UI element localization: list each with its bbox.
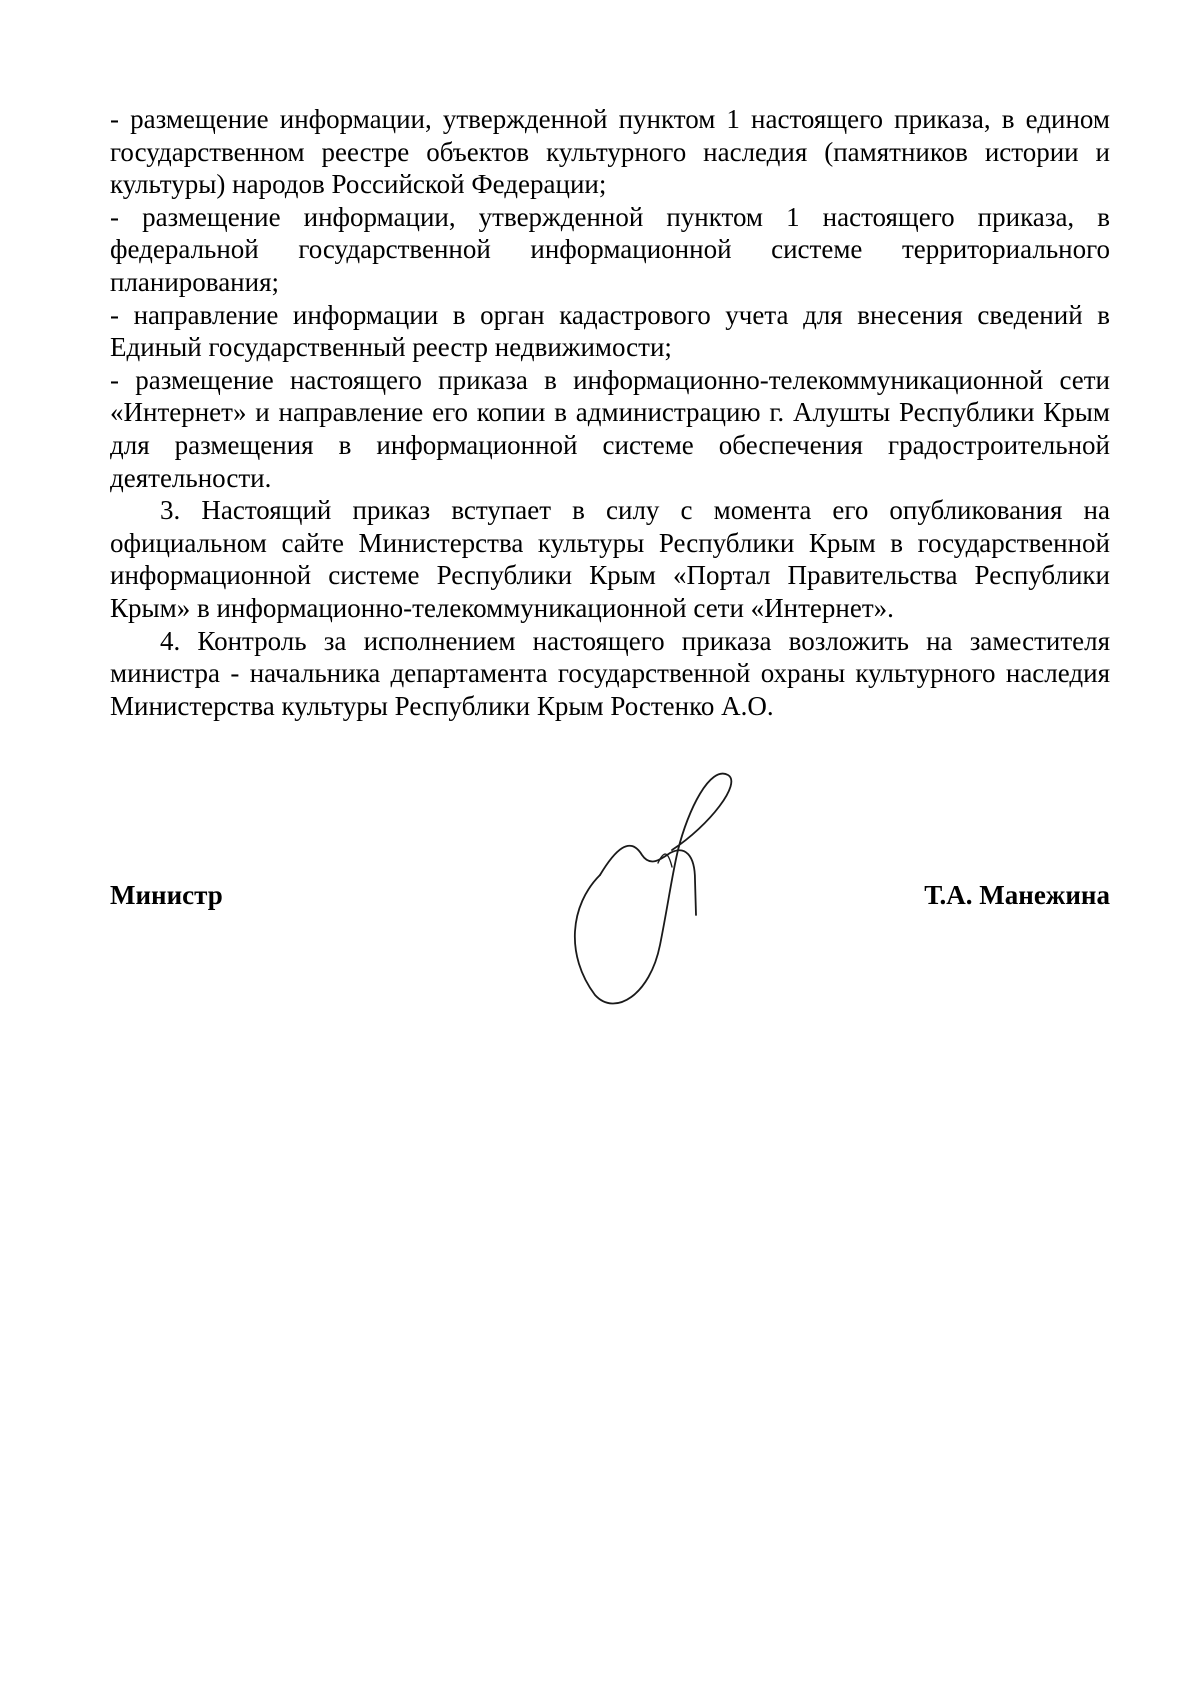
paragraph-2: - размещение информации, утвержденной пунктом 1 настоящего приказа, в федеральной государственной информационной системе территориального планирования; — [110, 201, 1110, 297]
signature-block — [110, 880, 1110, 920]
paragraph-6: 4. Контроль за исполнением настоящего приказа возложить на заместителя министра - начальника департамента государственной охраны культурного наследия Министерства культуры Республики Крым Ростенко А.О. — [110, 625, 1110, 721]
paragraph-5: 3. Настоящий приказ вступает в силу с момента его опубликования на официальном сайте Министерства культуры Республики Крым в государственной информационной системе Республики Крым «Портал Правительства Республики Крым» в информационно-телекоммуникационной сети «Интернет». — [110, 495, 1110, 623]
signatory-role: Министр — [110, 880, 223, 910]
paragraph-4: - размещение настоящего приказа в информационно-телекоммуникационной сети «Интернет» и направление его копии в администрацию г. Алушты Республики Крым для размещения в информационной системе обеспечения градостроительной деятельности. — [110, 364, 1110, 493]
paragraph-3: - направление информации в орган кадастрового учета для внесения сведений в Единый государственный реестр недвижимости; — [110, 299, 1110, 363]
signatory-name: Т.А. Манежина — [924, 880, 1110, 910]
paragraph-1: - размещение информации, утвержденной пунктом 1 настоящего приказа, в едином государственном реестре объектов культурного наследия (памятников истории и культуры) народов Российской Федерации; — [110, 104, 1110, 200]
document-body — [110, 103, 1110, 722]
